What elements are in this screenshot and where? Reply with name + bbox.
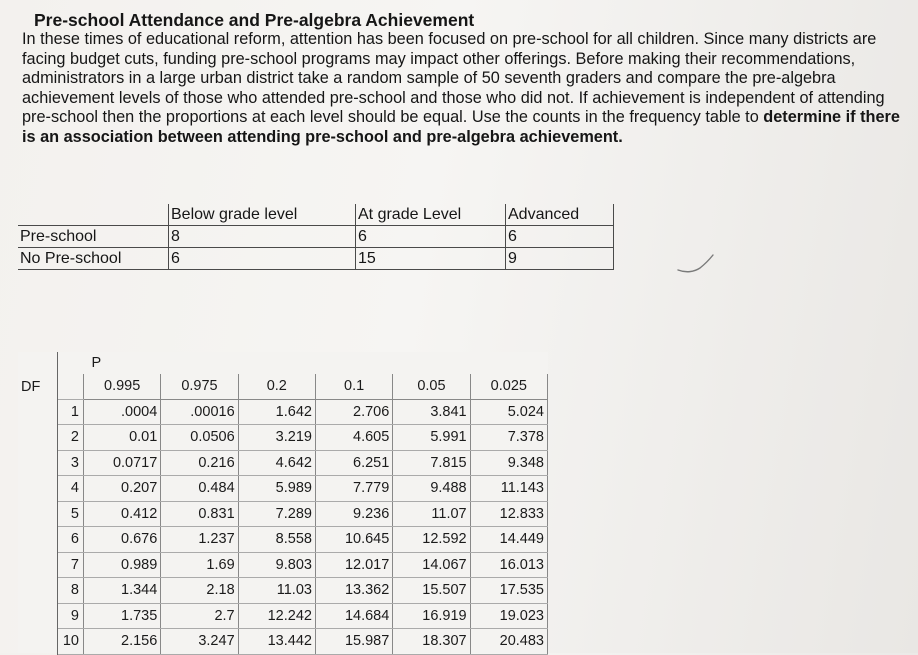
critical-value-cell: 16.919 xyxy=(393,603,470,629)
count-cell: 9 xyxy=(506,248,614,270)
p-value-header: 0.05 xyxy=(393,374,470,399)
critical-value-cell: 5.024 xyxy=(470,399,547,425)
chi-square-row xyxy=(18,399,548,425)
critical-value-cell: 14.067 xyxy=(393,552,470,578)
chi-square-row xyxy=(18,552,548,578)
df-value: 5 xyxy=(58,501,84,527)
df-label: DF xyxy=(18,374,58,399)
critical-value-cell: 9.803 xyxy=(238,552,315,578)
p-value-header: 0.025 xyxy=(470,374,547,399)
critical-value-cell: 2.706 xyxy=(315,399,392,425)
header-at-grade-level: At grade Level xyxy=(356,204,506,226)
critical-value-cell: 9.348 xyxy=(470,450,547,476)
critical-value-cell: 11.03 xyxy=(238,578,315,604)
problem-title: Pre-school Attendance and Pre-algebra Achievement xyxy=(34,10,475,30)
count-cell: 15 xyxy=(356,248,506,270)
pen-check-mark xyxy=(676,251,716,277)
df-value: 1 xyxy=(58,399,84,425)
frequency-table xyxy=(18,204,614,270)
critical-value-cell: 0.676 xyxy=(83,527,160,553)
critical-value-cell: 18.307 xyxy=(393,629,470,655)
critical-value-cell: 17.535 xyxy=(470,578,547,604)
count-cell: 6 xyxy=(356,226,506,248)
chi-square-row xyxy=(18,476,548,502)
critical-value-cell: 0.0506 xyxy=(161,425,238,451)
critical-value-cell: 7.378 xyxy=(470,425,547,451)
p-label: P xyxy=(91,355,102,371)
chi-square-row xyxy=(18,629,548,655)
critical-value-cell: 3.247 xyxy=(161,629,238,655)
df-value: 8 xyxy=(58,578,84,604)
critical-value-cell: 1.735 xyxy=(83,603,160,629)
count-cell: 6 xyxy=(169,248,356,270)
header-below-grade-level: Below grade level xyxy=(169,204,356,226)
p-value-header: 0.975 xyxy=(161,374,238,399)
critical-value-cell: 0.831 xyxy=(161,501,238,527)
critical-value-cell: 8.558 xyxy=(238,527,315,553)
critical-value-cell: 3.219 xyxy=(238,425,315,451)
critical-value-cell: 15.507 xyxy=(393,578,470,604)
critical-value-cell: 13.362 xyxy=(315,578,392,604)
df-value: 7 xyxy=(58,552,84,578)
critical-value-cell: 9.488 xyxy=(393,476,470,502)
critical-value-cell: 9.236 xyxy=(315,501,392,527)
critical-value-cell: 0.0717 xyxy=(83,450,160,476)
df-value: 10 xyxy=(58,629,84,655)
critical-value-cell: 10.645 xyxy=(315,527,392,553)
critical-value-cell: 15.987 xyxy=(315,629,392,655)
p-value-header: 0.995 xyxy=(83,374,160,399)
critical-value-cell: 12.592 xyxy=(393,527,470,553)
count-cell: 6 xyxy=(506,226,614,248)
p-values-row xyxy=(18,374,548,399)
critical-value-cell: 0.01 xyxy=(83,425,160,451)
critical-value-cell: 0.989 xyxy=(83,552,160,578)
critical-value-cell: 7.815 xyxy=(393,450,470,476)
critical-value-cell: 0.412 xyxy=(83,501,160,527)
critical-value-cell: 19.023 xyxy=(470,603,547,629)
chi-square-row xyxy=(18,450,548,476)
critical-value-cell: 7.779 xyxy=(315,476,392,502)
critical-value-cell: 0.216 xyxy=(161,450,238,476)
row-pre-school xyxy=(18,226,614,248)
row-no-pre-school xyxy=(18,248,614,270)
critical-value-cell: 2.18 xyxy=(161,578,238,604)
critical-value-cell: 14.684 xyxy=(315,603,392,629)
critical-value-cell: 12.017 xyxy=(315,552,392,578)
critical-value-cell: 13.442 xyxy=(238,629,315,655)
critical-value-cell: 2.156 xyxy=(83,629,160,655)
df-value: 3 xyxy=(58,450,84,476)
critical-value-cell: 5.991 xyxy=(393,425,470,451)
df-value: 4 xyxy=(58,476,84,502)
p-value-header: 0.2 xyxy=(238,374,315,399)
p-value-header: 0.1 xyxy=(315,374,392,399)
chi-square-table xyxy=(18,352,548,655)
df-value: 9 xyxy=(58,603,84,629)
critical-value-cell: 5.989 xyxy=(238,476,315,502)
problem-text xyxy=(22,30,912,148)
critical-value-cell: 12.833 xyxy=(470,501,547,527)
critical-value-cell: 1.69 xyxy=(161,552,238,578)
row-label-no-pre-school: No Pre-school xyxy=(18,248,169,270)
chi-square-row xyxy=(18,603,548,629)
critical-value-cell: 3.841 xyxy=(393,399,470,425)
frequency-table-header xyxy=(18,204,614,226)
critical-value-cell: 1.237 xyxy=(161,527,238,553)
chi-square-table-panel xyxy=(18,352,548,653)
row-label-pre-school: Pre-school xyxy=(18,226,169,248)
critical-value-cell: 11.07 xyxy=(393,501,470,527)
critical-value-cell: 0.207 xyxy=(83,476,160,502)
chi-square-table-body xyxy=(18,399,548,654)
critical-value-cell: 6.251 xyxy=(315,450,392,476)
problem-text-bold: determine if there is an association between attending pre-school and pre-algebra achievement. xyxy=(22,108,900,146)
chi-square-row xyxy=(18,578,548,604)
critical-value-cell: 0.484 xyxy=(161,476,238,502)
critical-value-cell: 16.013 xyxy=(470,552,547,578)
p-label-row xyxy=(18,352,548,374)
problem-text-plain: In these times of educational reform, attention has been focused on pre-school for all children. Since many districts are facing budget cuts, funding pre-school programs may impact other offerings. Before making their recommendations, administrators in a large urban district take a random sample of 50 seventh graders and compare the pre-algebra achievement levels of those who attended pre-school and those who did not. If achievement is independent of attending pre-school then the proportions at each level should be equal. Use the counts in the frequency table to xyxy=(22,30,885,127)
critical-value-cell: 2.7 xyxy=(161,603,238,629)
header-advanced: Advanced xyxy=(506,204,614,226)
chi-square-row xyxy=(18,501,548,527)
critical-value-cell: .00016 xyxy=(161,399,238,425)
chi-square-row xyxy=(18,425,548,451)
critical-value-cell: 20.483 xyxy=(470,629,547,655)
critical-value-cell: 12.242 xyxy=(238,603,315,629)
critical-value-cell: 11.143 xyxy=(470,476,547,502)
header-cell-empty xyxy=(18,204,169,226)
critical-value-cell: 4.605 xyxy=(315,425,392,451)
df-value: 2 xyxy=(58,425,84,451)
critical-value-cell: 4.642 xyxy=(238,450,315,476)
critical-value-cell: .0004 xyxy=(83,399,160,425)
critical-value-cell: 1.642 xyxy=(238,399,315,425)
count-cell: 8 xyxy=(169,226,356,248)
critical-value-cell: 14.449 xyxy=(470,527,547,553)
critical-value-cell: 1.344 xyxy=(83,578,160,604)
df-value: 6 xyxy=(58,527,84,553)
critical-value-cell: 7.289 xyxy=(238,501,315,527)
chi-square-row xyxy=(18,527,548,553)
